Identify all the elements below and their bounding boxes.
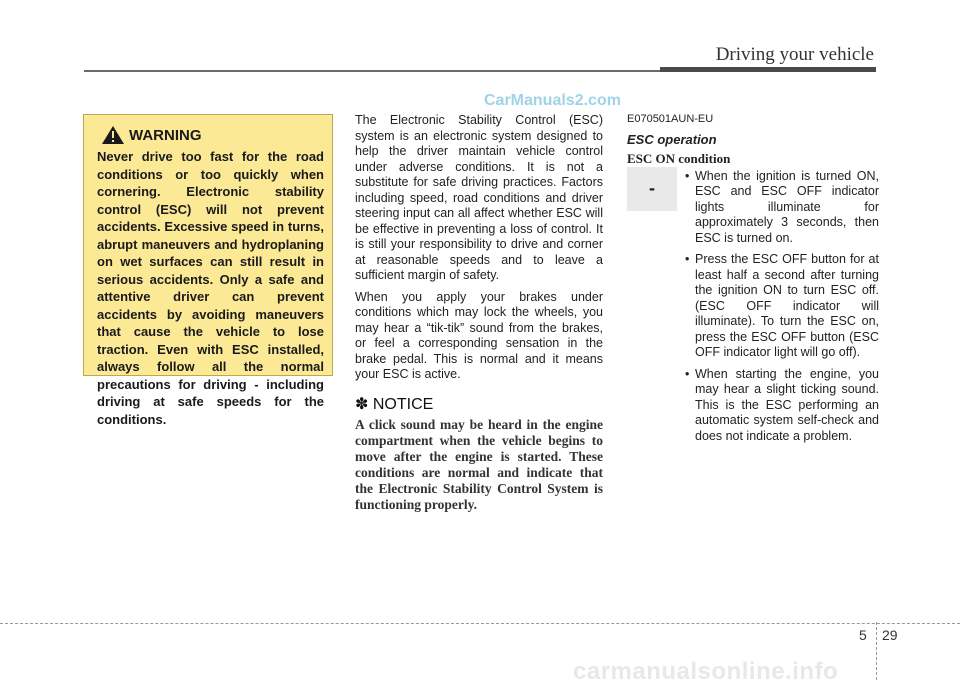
- bullet-item: • When the ignition is turned ON, ESC and ESC OFF indicator lights illuminate for approximately 3 seconds, then ESC is turned on.: [685, 169, 879, 247]
- esc-brakes-paragraph: When you apply your brakes under conditions which may lock the wheels, you may hear a “tik-tik” sound from the brakes, or feel a corresponding sensation in the brake pedal. This is normal and it means your ESC is active.: [355, 289, 603, 381]
- middle-column: [355, 113, 603, 519]
- warning-title: WARNING: [129, 126, 202, 144]
- header-rule-thin: [84, 70, 660, 72]
- footer-divider: [0, 623, 960, 624]
- warning-header: [97, 125, 324, 145]
- bullet-list: [685, 169, 879, 445]
- right-column: [627, 112, 879, 450]
- document-code: E070501AUN-EU: [627, 113, 714, 125]
- page-header-title: Driving your vehicle: [715, 44, 874, 65]
- header-rule-thick: [660, 67, 876, 72]
- bullet-item: • When starting the engine, you may hear a slight ticking sound. This is the ESC performing an automatic system self-check and does not indicate a problem.: [685, 367, 879, 445]
- warning-triangle-icon: [101, 125, 125, 145]
- page-number: 29: [882, 627, 898, 643]
- section-number: 5: [859, 627, 867, 643]
- esc-intro-paragraph: The Electronic Stability Control (ESC) system is an electronic system designed to help the driver maintain vehicle control under adverse conditions. It is not a substitute for safe driving practices. Factors including speed, road conditions and driver steering input can all affect whether ESC will be effective in preventing a loss of control. It is still your responsibility to drive and corner at reasonable speeds and to leave a sufficient margin of safety.: [355, 113, 603, 282]
- footer-vertical-divider: [876, 622, 877, 680]
- indicator-placeholder-box: -: [627, 167, 677, 211]
- warning-text: Never drive too fast for the road conditions or too quickly when cornering. Electronic stability control (ESC) will not prevent accidents. Excessive speed in turns, abrupt maneuvers and hydroplaning on wet surfaces can still result in serious accidents. Only a safe and attentive driver can prevent accidents by avoiding maneuvers that cause the vehicle to lose traction. Even with ESC installed, always follow all the normal precautions for driving - including driving at safe speeds for the conditions.: [97, 149, 324, 427]
- notice-text: A click sound may be heard in the engine compartment when the vehicle begins to move after the engine is started. These conditions are normal and indicate that the Electronic Stability Control System is functioning properly.: [355, 417, 603, 512]
- bullet-item: • Press the ESC OFF button for at least half a second after turning the ignition ON to turn ESC off. (ESC OFF indicator will illuminate). To turn the ESC on, press the ESC OFF button (ESC OFF indicator light will go off).: [685, 252, 879, 361]
- carmanuals-watermark: CarManuals2.com: [484, 92, 621, 109]
- section-title: ESC operation: [627, 131, 717, 147]
- warning-box: [83, 114, 333, 427]
- site-watermark: carmanualsonline.info: [573, 658, 839, 685]
- notice-title: ✽ NOTICE: [355, 395, 434, 413]
- condition-title: ESC ON condition: [627, 151, 731, 166]
